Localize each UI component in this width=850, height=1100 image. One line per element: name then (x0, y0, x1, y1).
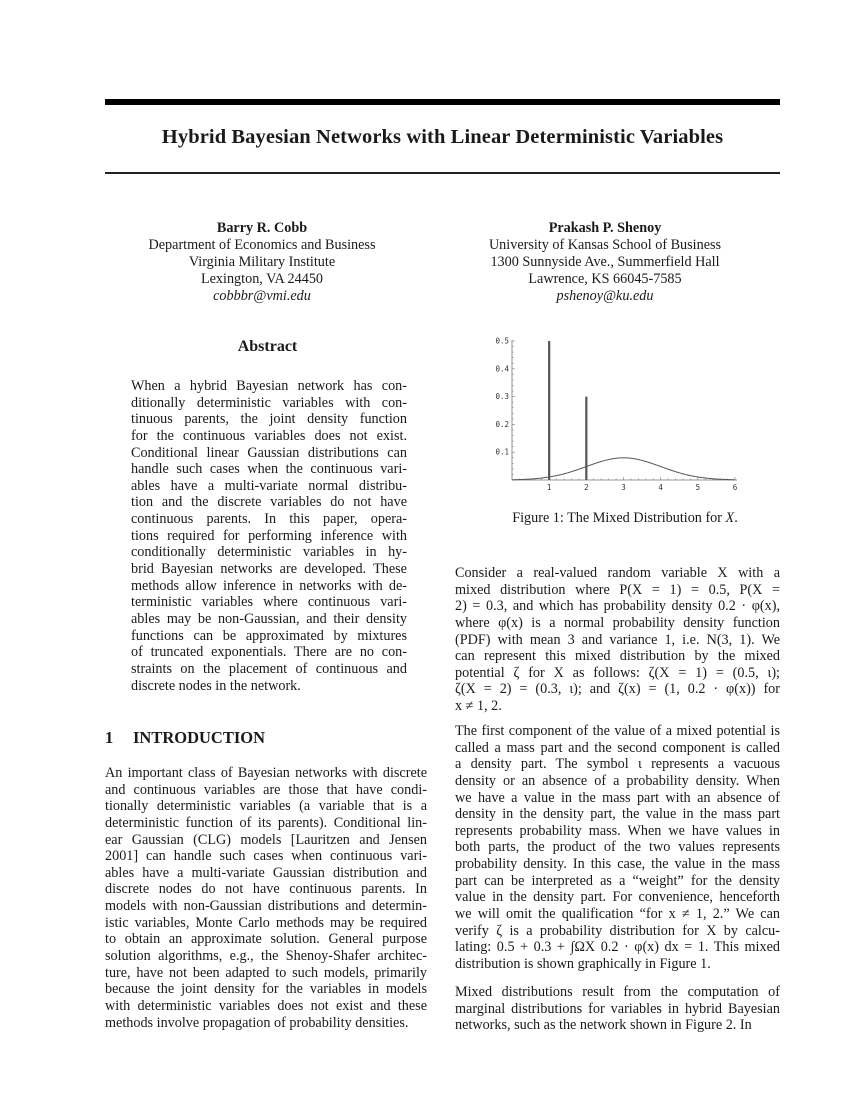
author-name: Prakash P. Shenoy (548, 220, 662, 236)
text-line: tinuous parents, the joint density function (131, 411, 407, 428)
text-line: ear Gaussian (CLG) models [Lauritzen and Jensen (105, 831, 427, 848)
text-line: istic variables, Monte Carlo methods may be required (105, 914, 427, 931)
text-line: density in the density part, the value in the mass part (455, 806, 780, 823)
text-line: brid Bayesian networks are developed. These (131, 561, 407, 578)
text-line: to obtain an approximate solution. General purpose (105, 931, 427, 948)
text-line: value in the density part. For convenience, henceforth (455, 889, 780, 906)
author-affiliation: Virginia Military Institute (188, 254, 336, 270)
math-variable: X (725, 510, 735, 526)
text-line: ζ(X = 2) = (0.3, ι); and ζ(x) = (1, 0.2 · φ(x)) for (455, 681, 780, 698)
text-line: we will omit the qualification “for x ≠ 1, 2.” We can (455, 906, 780, 923)
text-line: 2) = 0.3, and which has probability density 0.2 · φ(x), (455, 598, 780, 615)
text-line: a density part. The symbol ι represents a vacuous (455, 756, 780, 773)
y-tick-label: 0.4 (495, 364, 509, 374)
x-tick-label: 6 (732, 483, 738, 492)
text-line: Consider a real-valued random variable X with a (455, 565, 780, 581)
section-number: 1 (105, 728, 114, 747)
text-line: terministic variables where continuous vari- (131, 594, 407, 611)
figure-1-caption: Figure 1: The Mixed Distribution for X. (512, 510, 738, 526)
text-line: potential ζ for X as follows: ζ(X = 1) = (0.5, ι); (455, 664, 780, 681)
author-affiliation: 1300 Sunnyside Ave., Summerfield Hall (490, 254, 720, 270)
right-paragraph-1 (455, 565, 780, 715)
author-email: cobbbr@vmi.edu (213, 288, 311, 304)
author-affiliation: University of Kansas School of Business (488, 237, 722, 253)
text-line: An important class of Bayesian networks with discrete (105, 765, 427, 781)
text-line: continuous parents. In this paper, opera- (131, 511, 407, 528)
text-line: because the joint density for the variables in models (105, 981, 427, 998)
text-line: solution algorithms, e.g., the Shenoy-Shafer architec- (105, 948, 427, 965)
author-block (102, 220, 422, 305)
text-line: ture, have not been adapted to such models, primarily (105, 964, 427, 981)
text-line: verify ζ is a probability distribution for X by calcu- (455, 922, 780, 939)
text-line: tion and the discrete variables do not have (131, 494, 407, 511)
text-line: lating: 0.5 + 0.3 + ∫ΩX 0.2 · φ(x) dx = 1. This mixed (455, 939, 780, 956)
text-line: we have a value in the mass part with an absence of (455, 789, 780, 806)
x-tick-label: 2 (584, 483, 589, 492)
text-line: marginal distributions for variables in hybrid Bayesian (455, 1000, 780, 1017)
author-affiliation: Department of Economics and Business (148, 237, 376, 253)
text-line: density or an absence of a probability density. When (455, 772, 780, 789)
text-line: handle such cases when the continuous vari- (131, 461, 407, 478)
abstract-heading: Abstract (237, 338, 298, 355)
text-line: conditionally deterministic variables in hy- (131, 544, 407, 561)
text-line: Conditional linear Gaussian distributions can (131, 444, 407, 461)
author-block (445, 220, 765, 305)
y-tick-label: 0.5 (495, 336, 509, 346)
title-rule-bottom (105, 172, 780, 174)
text-line: where φ(x) is a normal probability density function (455, 614, 780, 631)
text-line: probability density. In this case, the value in the mass (455, 856, 780, 873)
right-paragraph-3 (455, 984, 780, 1034)
introduction-body (105, 765, 427, 1031)
text-line: for the continuous variables does not exist. (131, 427, 407, 444)
text-line: distribution is shown graphically in Figure 1. (455, 955, 711, 972)
text-line: both parts, the product of the two values represents (455, 839, 780, 856)
text-line: ables have a multi-variate Gaussian distribution and (105, 864, 427, 881)
section-heading (105, 728, 265, 748)
y-tick-label: 0.1 (495, 447, 509, 457)
x-tick-label: 4 (658, 483, 663, 492)
text-line: represents probability mass. When we have values in (455, 822, 780, 839)
text-line: ables have a multi-variate normal distribu- (131, 477, 407, 494)
text-line: discrete nodes in the network. (131, 677, 301, 694)
text-line: mixed distribution where P(X = 1) = 0.5, P(X = (455, 581, 780, 598)
text-line: called a mass part and the second component is called (455, 739, 780, 756)
y-tick-label: 0.2 (495, 419, 509, 429)
text-line: and continuous variables are those that have condi- (105, 781, 427, 798)
text-line: can represent this mixed distribution by the mixed (455, 648, 780, 665)
text-line: The first component of the value of a mixed potential is (455, 723, 780, 739)
text-line: methods allow inference in networks with de- (131, 577, 407, 594)
right-paragraph-2 (455, 723, 780, 973)
text-line: ables may be non-Gaussian, and their density (131, 610, 407, 627)
text-line: Mixed distributions result from the computation of (455, 984, 780, 1000)
text-line: methods involve propagation of probability densities. (105, 1014, 409, 1031)
abstract-body (131, 378, 407, 694)
chart-axes (495, 337, 737, 493)
text-line: x ≠ 1, 2. (455, 698, 502, 715)
text-line: When a hybrid Bayesian network has con- (131, 378, 407, 394)
text-line: with deterministic variables does not exist and these (105, 997, 427, 1014)
figure-1-chart (480, 330, 750, 495)
author-affiliation: Lexington, VA 24450 (200, 271, 324, 287)
density-curve (512, 458, 735, 480)
author-name: Barry R. Cobb (216, 220, 308, 236)
text-line: networks, such as the network shown in Figure 2. In (455, 1017, 752, 1034)
author-email: pshenoy@ku.edu (556, 288, 654, 304)
text-line: deterministic function of its parents). Conditional lin- (105, 814, 427, 831)
text-line: ditionally deterministic variables with con- (131, 394, 407, 411)
chart-marks (512, 341, 735, 480)
text-line: tionally deterministic variables (a variable that is a (105, 798, 427, 815)
text-line: straints on the placement of continuous and (131, 660, 407, 677)
text-line: (PDF) with mean 3 and variance 1, i.e. N(3, 1). We (455, 631, 780, 648)
y-tick-label: 0.3 (495, 392, 509, 402)
text-line: of truncated exponentials. There are no con- (131, 644, 407, 661)
paper-title: Hybrid Bayesian Networks with Linear Deterministic Variables (161, 126, 724, 148)
x-tick-label: 3 (621, 483, 626, 492)
title-rule-top (105, 99, 780, 105)
author-affiliation: Lawrence, KS 66045-7585 (528, 271, 682, 287)
text-line: models with non-Gaussian distributions and determin- (105, 898, 427, 915)
text-line: part can be interpreted as a “weight” for the density (455, 872, 780, 889)
section-title: INTRODUCTION (133, 728, 266, 747)
text-line: tions required for performing inference with (131, 527, 407, 544)
x-tick-label: 1 (546, 483, 552, 492)
x-tick-label: 5 (695, 483, 701, 492)
text-line: discrete nodes do not have continuous parents. In (105, 881, 427, 898)
text-line: 2001] can handle such cases when continuous vari- (105, 848, 427, 865)
text-line: functions can be approximated by mixtures (131, 627, 407, 644)
